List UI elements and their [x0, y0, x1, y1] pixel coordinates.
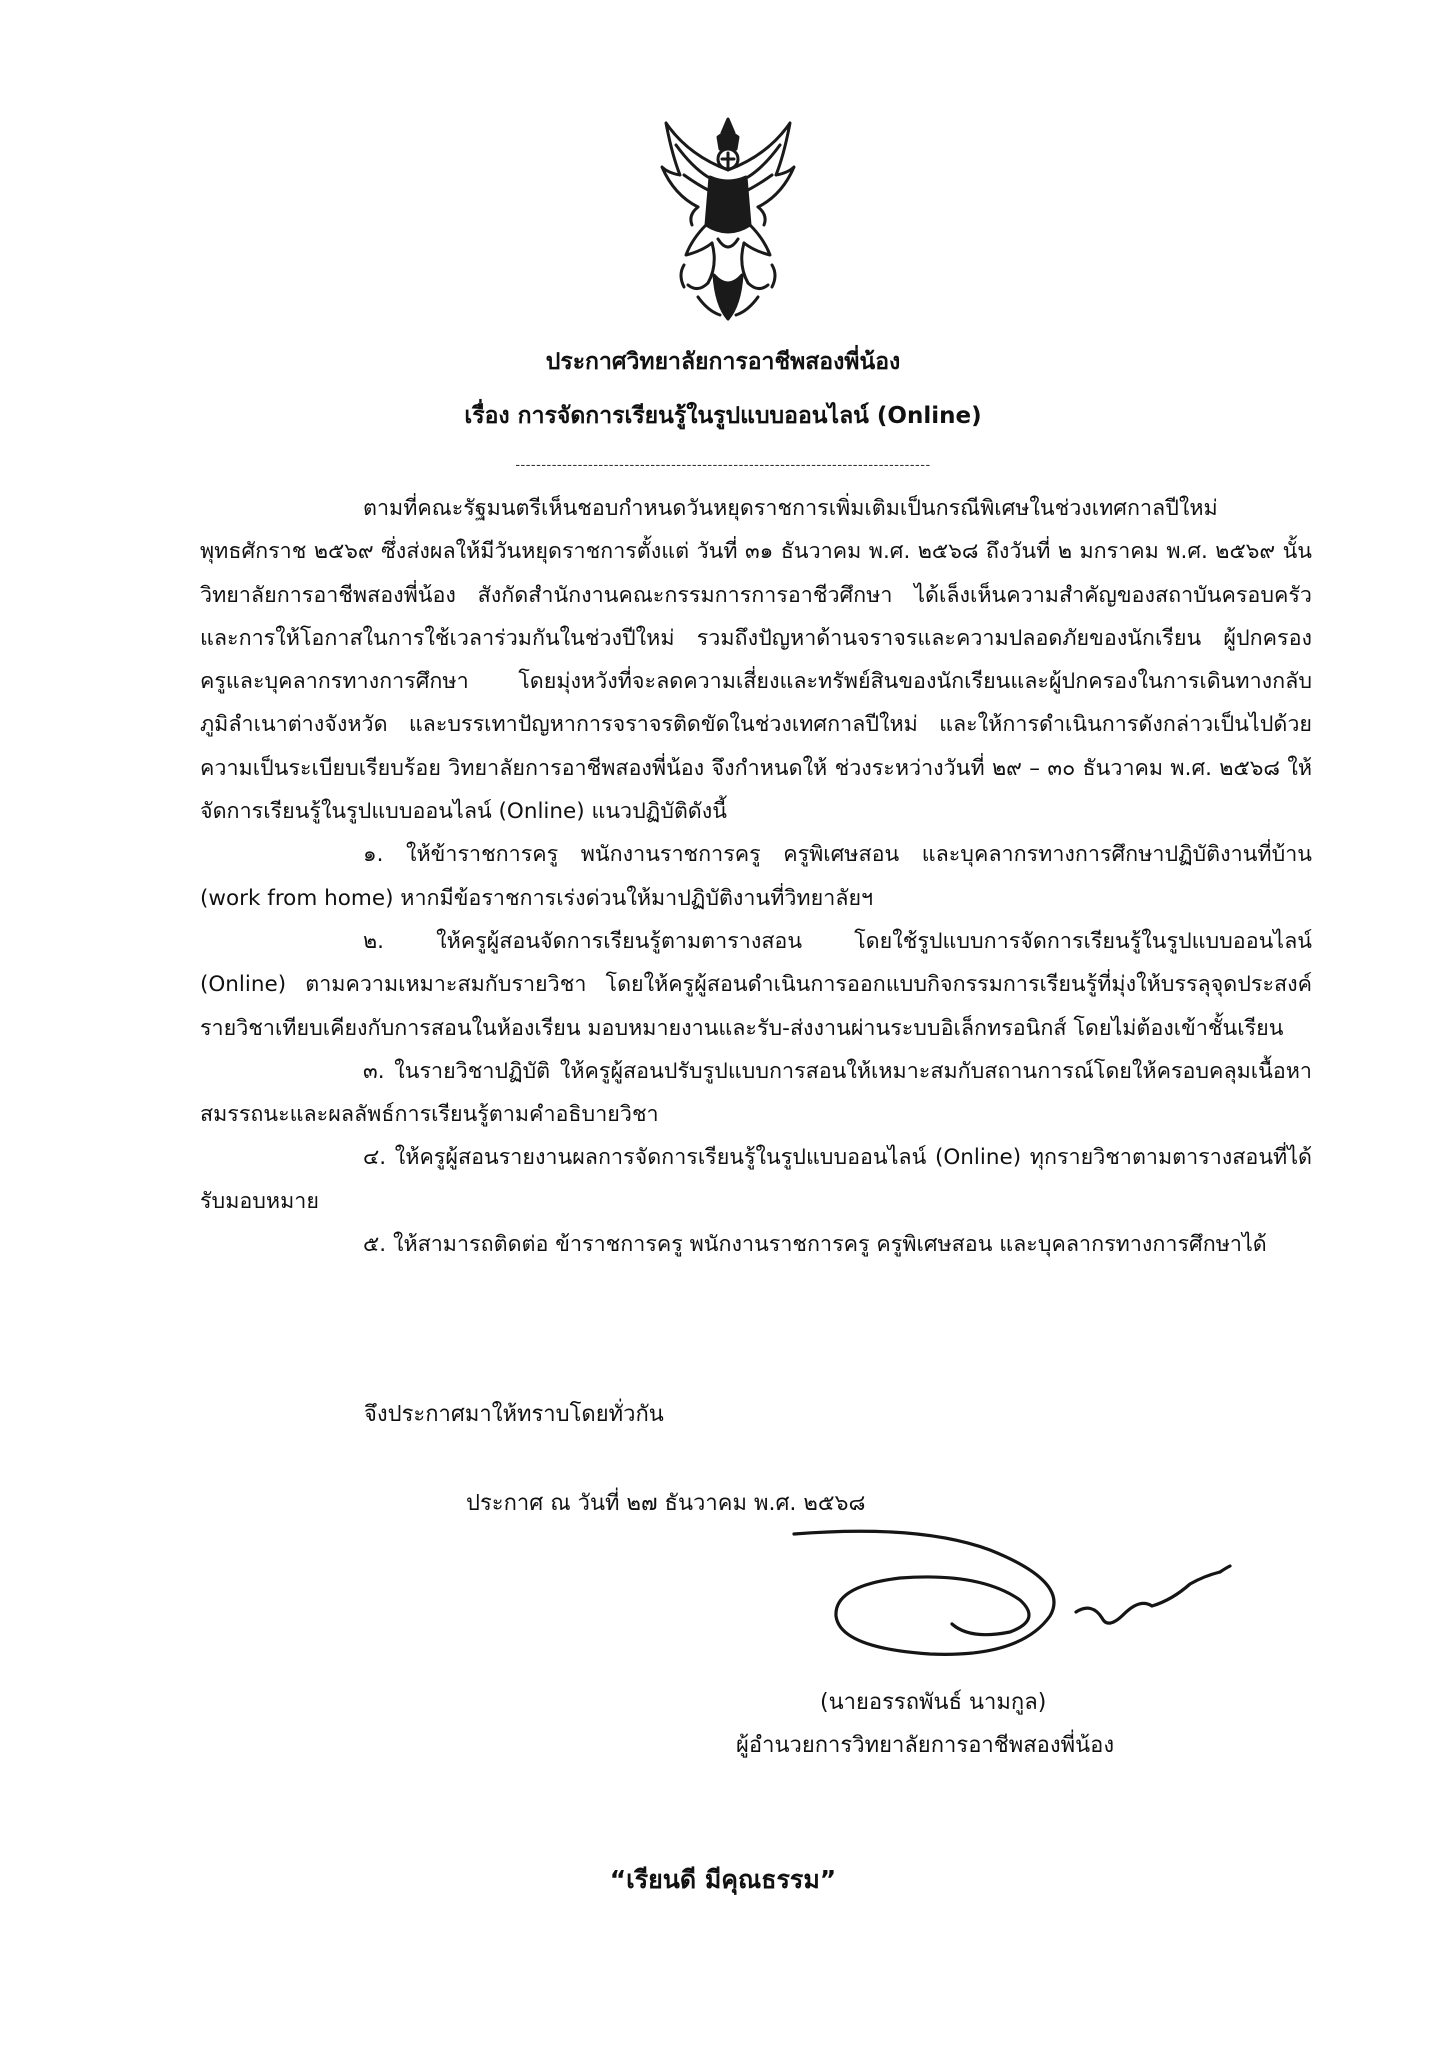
signer-name: (นายอรรถพันธ์ นามกูล): [820, 1690, 1047, 1715]
signer-position: ผู้อำนวยการวิทยาลัยการอาชีพสองพี่น้อง: [736, 1733, 1115, 1758]
list-item-4: ๔. ให้ครูผู้สอนรายงานผลการจัดการเรียนรู้ในรูปแบบออนไลน์ (Online) ทุกรายวิชาตามตารางสอนที่ได้รับมอบหมาย: [200, 1145, 1312, 1214]
announcement-dateline: ประกาศ ณ วันที่ ๒๗ ธันวาคม พ.ศ. ๒๕๖๘: [466, 1491, 866, 1516]
list-item-1: ๑. ให้ข้าราชการครู พนักงานราชการครู ครูพิเศษสอน และบุคลากรทางการศึกษาปฏิบัติงานที่บ้าน (work from home) หากมีข้อราชการเร่งด่วนให้มาปฏิบัติงานที่วิทยาลัยฯ: [200, 842, 1312, 911]
list-item-2: ๒. ให้ครูผู้สอนจัดการเรียนรู้ตามตารางสอน โดยใช้รูปแบบการจัดการเรียนรู้ในรูปแบบออนไลน์ (Online) ตามความเหมาะสมกับรายวิชา โดยให้ครูผู้สอนดำเนินการออกแบบกิจกรรมการเรียนรู้ที่มุ่งให้บรรลุจุดประสงค์รายวิชาเทียบเคียงกับการสอนในห้องเรียน มอบหมายงานและรับ-ส่งงานผ่านระบบอิเล็กทรอนิกส์ โดยไม่ต้องเข้าชั้นเรียน: [200, 928, 1312, 1041]
announcement-body: [200, 487, 1312, 1266]
list-item-3: ๓. ในรายวิชาปฏิบัติ ให้ครูผู้สอนปรับรูปแบบการสอนให้เหมาะสมกับสถานการณ์โดยให้ครอบคลุมเนื้อหาสมรรถนะและผลลัพธ์การเรียนรู้ตามคำอธิบายวิชา: [200, 1058, 1312, 1128]
handwritten-signature: [780, 1520, 1240, 1670]
college-motto: “เรียนดี มีคุณธรรม”: [609, 1865, 837, 1894]
closing-statement: จึงประกาศมาให้ทราบโดยทั่วกัน: [364, 1402, 664, 1427]
garuda-emblem-icon: [658, 115, 798, 325]
list-item-5: ๕. ให้สามารถติดต่อ ข้าราชการครู พนักงานราชการครู ครูพิเศษสอน และบุคลากรทางการศึกษาได้: [363, 1232, 1267, 1258]
intro-paragraph: ตามที่คณะรัฐมนตรีเห็นชอบกำหนดวันหยุดราชการเพิ่มเติมเป็นกรณีพิเศษในช่วงเทศกาลปีใหม่ พุทธศักราช ๒๕๖๙ ซึ่งส่งผลให้มีวันหยุดราชการตั้งแต่ วันที่ ๓๑ ธันวาคม พ.ศ. ๒๕๖๘ ถึงวันที่ ๒ มกราคม พ.ศ. ๒๕๖๙ นั้น วิทยาลัยการอาชีพสองพี่น้อง สังกัดสำนักงานคณะกรรมการการอาชีวศึกษา ได้เล็งเห็นความสำคัญของสถาบันครอบครัวและการให้โอกาสในการใช้เวลาร่วมกันในช่วงปีใหม่ รวมถึงปัญหาด้านจราจรและความปลอดภัยของนักเรียน ผู้ปกครอง ครูและบุคลากรทางการศึกษา โดยมุ่งหวังที่จะลดความเสี่ยงและทรัพย์สินของนักเรียนและผู้ปกครองในการเดินทางกลับภูมิลำเนาต่างจังหวัด และบรรเทาปัญหาการจราจรติดขัดในช่วงเทศกาลปีใหม่ และให้การดำเนินการดังกล่าวเป็นไปด้วยความเป็นระเบียบเรียบร้อย วิทยาลัยการอาชีพสองพี่น้อง จึงกำหนดให้ ช่วงระหว่างวันที่ ๒๙ – ๓๐ ธันวาคม พ.ศ. ๒๕๖๘ ให้จัดการเรียนรู้ในรูปแบบออนไลน์ (Online) แนวปฏิบัติดังนี้: [200, 496, 1312, 825]
announcement-title: ประกาศวิทยาลัยการอาชีพสองพี่น้อง: [545, 349, 901, 375]
announcement-subject: เรื่อง การจัดการเรียนรู้ในรูปแบบออนไลน์ (Online): [464, 403, 982, 429]
title-divider: --------------------------------------------------------------------------------: [515, 458, 931, 473]
